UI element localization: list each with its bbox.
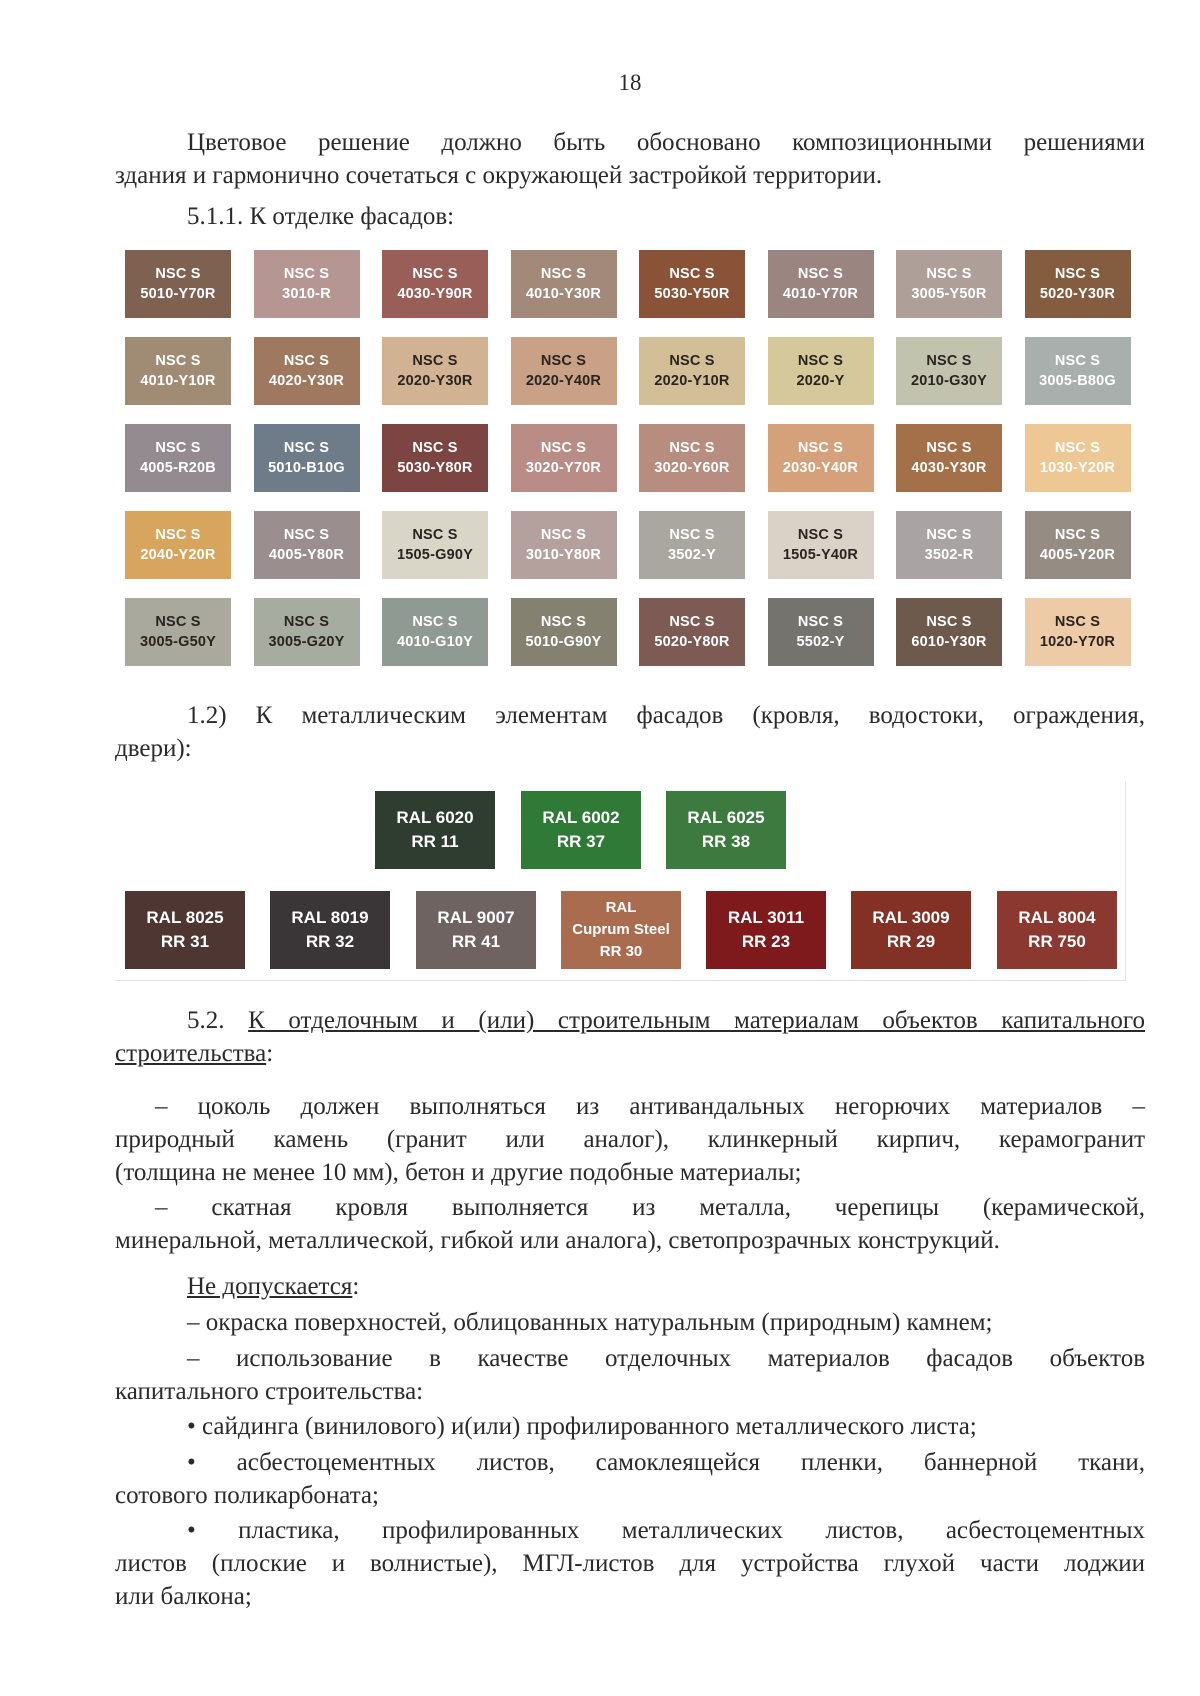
nsc-swatch <box>896 337 1002 405</box>
nsc-swatch-code: 5020-Y80R <box>654 634 730 650</box>
nsc-swatch-code: 4030-Y30R <box>911 460 987 476</box>
ral-swatch-label: RAL 8025 <box>146 908 224 927</box>
nsc-swatch-code: 3005-G20Y <box>268 634 345 650</box>
nsc-swatch-prefix: NSC S <box>669 614 715 630</box>
nsc-swatch-prefix: NSC S <box>412 353 458 369</box>
ral-swatch-label: RR 750 <box>1028 932 1086 951</box>
ral-swatch-label: RR 37 <box>556 832 606 851</box>
nsc-swatch-prefix: NSC S <box>926 266 972 282</box>
nsc-swatch-prefix: NSC S <box>926 614 972 630</box>
nsc-swatch-prefix: NSC S <box>1054 353 1101 369</box>
nsc-swatch <box>896 511 1002 579</box>
not-allowed-item-1: – окраска поверхностей, облицованных натуральным (природным) камнем; <box>187 1309 993 1336</box>
nsc-swatch-prefix: NSC S <box>797 614 844 630</box>
nsc-swatch <box>254 250 360 318</box>
plinth-line-3: (толщина не менее 10 мм), бетон и другие подобные материалы; <box>115 1159 802 1186</box>
nsc-swatch-prefix: NSC S <box>669 353 715 369</box>
nsc-swatch-code: 3005-G50Y <box>140 634 216 650</box>
roof-line-2: минеральной, металлической, гибкой или аналога), светопрозрачных конструкций. <box>115 1227 1000 1254</box>
nsc-swatch-prefix: NSC S <box>155 614 201 630</box>
plinth-line-2: природный камень (гранит или аналог), клинкерный кирпич, керамогранит <box>115 1126 1145 1153</box>
nsc-swatch <box>768 337 874 405</box>
nsc-swatch-prefix: NSC S <box>540 353 587 369</box>
nsc-swatch-prefix: NSC S <box>540 614 587 630</box>
ral-swatch <box>521 791 641 869</box>
materials-heading-underlined: К отделочным и (или) строительным материалам объектов капитального <box>248 1007 1145 1034</box>
nsc-swatch-code: 4010-Y30R <box>525 286 602 302</box>
nsc-swatch-code: 3005-B80G <box>1039 373 1116 389</box>
nsc-swatch-prefix: NSC S <box>412 440 458 456</box>
nsc-swatch-prefix: NSC S <box>540 527 587 543</box>
nsc-swatch-code: 5020-Y30R <box>1039 286 1116 302</box>
nsc-swatch-code: 2020-Y30R <box>397 373 473 389</box>
nsc-swatch-code: 3502-Y <box>668 547 716 563</box>
nsc-swatch <box>254 424 360 492</box>
ral-swatch-label: RR 38 <box>701 832 751 851</box>
nsc-swatch-code: 1020-Y70R <box>1039 634 1116 650</box>
ral-swatch-label: RR 11 <box>411 832 459 851</box>
bullet-3-line-3: или балкона; <box>115 1583 252 1610</box>
ral-swatch-label: RAL 8004 <box>1018 908 1096 927</box>
nsc-swatch-code: 3010-Y80R <box>525 547 602 563</box>
nsc-swatch <box>639 424 745 492</box>
nsc-swatch-code: 4010-G10Y <box>397 634 473 650</box>
nsc-swatch-code: 5030-Y50R <box>654 286 730 302</box>
nsc-swatch <box>125 337 231 405</box>
nsc-swatch <box>125 598 231 666</box>
nsc-swatch-prefix: NSC S <box>412 614 458 630</box>
nsc-swatch-code: 3020-Y60R <box>654 460 730 476</box>
plinth-line-1: – цоколь должен выполняться из антивандальных негорючих материалов – <box>155 1093 1145 1120</box>
nsc-swatch <box>254 511 360 579</box>
nsc-swatch <box>382 424 488 492</box>
nsc-swatch <box>511 250 617 318</box>
nsc-swatch-prefix: NSC S <box>155 527 201 543</box>
page-number: 18 <box>618 70 642 95</box>
nsc-swatch-code: 4020-Y30R <box>268 373 345 389</box>
nsc-swatch-prefix: NSC S <box>1054 440 1101 456</box>
nsc-swatch-prefix: NSC S <box>669 527 715 543</box>
bullet-1: • сайдинга (винилового) и(или) профилированного металлического листа; <box>187 1413 977 1440</box>
nsc-swatch-code: 4005-R20B <box>140 460 216 476</box>
ral-swatch-label: RAL 8019 <box>291 908 369 927</box>
nsc-swatch-code: 2040-Y20R <box>140 547 216 563</box>
nsc-swatch-prefix: NSC S <box>1054 614 1101 630</box>
nsc-swatch-prefix: NSC S <box>283 440 330 456</box>
not-allowed-item-2-line-2: капитального строительства: <box>115 1378 424 1405</box>
nsc-swatch <box>254 598 360 666</box>
ral-swatch-label: RAL 3009 <box>872 908 950 927</box>
nsc-swatch-code: 5030-Y80R <box>397 460 473 476</box>
nsc-swatch <box>896 598 1002 666</box>
nsc-swatch <box>125 250 231 318</box>
nsc-swatch-prefix: NSC S <box>155 266 201 282</box>
nsc-swatch <box>768 598 874 666</box>
materials-heading-suffix: : <box>266 1040 274 1067</box>
nsc-swatch-code: 1505-Y40R <box>782 547 859 563</box>
nsc-swatch-prefix: NSC S <box>926 353 972 369</box>
nsc-swatch-code: 4010-Y10R <box>140 373 216 389</box>
ral-swatch <box>125 891 245 969</box>
nsc-swatch-code: 2020-Y10R <box>654 373 730 389</box>
ral-swatch <box>666 791 786 869</box>
nsc-swatch-code: 4030-Y90R <box>397 286 473 302</box>
nsc-swatch <box>639 337 745 405</box>
nsc-swatch-prefix: NSC S <box>797 266 844 282</box>
nsc-swatch-prefix: NSC S <box>797 440 844 456</box>
nsc-swatch <box>896 250 1002 318</box>
bullet-2-line-2: сотового поликарбоната; <box>115 1482 379 1509</box>
ral-swatch-panel <box>115 782 1126 981</box>
intro-line-1: Цветовое решение должно быть обосновано композиционными решениями <box>187 129 1145 156</box>
nsc-swatch-prefix: NSC S <box>540 440 587 456</box>
nsc-swatch <box>382 337 488 405</box>
materials-heading-number: 5.2. <box>187 1007 249 1034</box>
ral-swatch-label: RAL 6020 <box>396 808 474 827</box>
nsc-swatch-code: 4010-Y70R <box>782 286 859 302</box>
nsc-swatch-prefix: NSC S <box>540 266 587 282</box>
nsc-swatch <box>639 250 745 318</box>
ral-swatch-label: RAL 9007 <box>437 908 515 927</box>
nsc-swatch-prefix: NSC S <box>155 440 201 456</box>
bullet-3-line-1: • пластика, профилированных металлических листов, асбестоцементных <box>187 1517 1145 1544</box>
nsc-swatch <box>639 511 745 579</box>
nsc-swatch <box>382 250 488 318</box>
nsc-swatch <box>1025 250 1131 318</box>
ral-swatch <box>561 891 681 969</box>
nsc-swatch-code: 1505-G90Y <box>397 547 473 563</box>
bullet-3-line-2: листов (плоские и волнистые), МГЛ-листов для устройства глухой части лоджии <box>115 1550 1145 1577</box>
not-allowed-heading-text: Не допускается <box>187 1273 353 1300</box>
ral-swatch-label: RAL <box>605 899 637 916</box>
nsc-swatch-prefix: NSC S <box>283 353 330 369</box>
nsc-swatch-code: 2030-Y40R <box>782 460 859 476</box>
nsc-swatch-code: 4005-Y20R <box>1039 547 1116 563</box>
ral-swatch-label: RAL 3011 <box>727 908 805 927</box>
nsc-swatch-prefix: NSC S <box>669 440 715 456</box>
ral-swatch-label: RR 30 <box>599 943 643 960</box>
not-allowed-item-2-line-1: – использование в качестве отделочных материалов фасадов объектов <box>187 1345 1145 1372</box>
not-allowed-heading <box>187 1270 1087 1303</box>
nsc-swatch-code: 3020-Y70R <box>525 460 602 476</box>
nsc-swatch <box>768 511 874 579</box>
nsc-swatch <box>768 424 874 492</box>
nsc-swatch <box>511 337 617 405</box>
nsc-swatch <box>1025 598 1131 666</box>
ral-swatch-label: RAL 6025 <box>687 808 765 827</box>
intro-line-2: здания и гармонично сочетаться с окружающей застройкой территории. <box>115 162 883 189</box>
nsc-swatch-prefix: NSC S <box>926 440 972 456</box>
nsc-swatch-code: 6010-Y30R <box>911 634 987 650</box>
nsc-swatch <box>1025 337 1131 405</box>
nsc-swatch-code: 5010-B10G <box>268 460 345 476</box>
nsc-swatch <box>639 598 745 666</box>
nsc-swatch-code: 1030-Y20R <box>1039 460 1116 476</box>
nsc-swatch-code: 3502-R <box>924 547 974 563</box>
metal-heading-line-2: двери): <box>115 735 192 762</box>
nsc-swatch-prefix: NSC S <box>669 266 715 282</box>
nsc-swatch <box>254 337 360 405</box>
nsc-swatch-prefix: NSC S <box>283 527 330 543</box>
nsc-swatch <box>511 511 617 579</box>
materials-heading-line-2 <box>115 1037 1145 1070</box>
nsc-swatch <box>125 424 231 492</box>
nsc-swatch-prefix: NSC S <box>1054 266 1101 282</box>
nsc-swatch <box>1025 511 1131 579</box>
nsc-swatch-code: 4005-Y80R <box>268 547 345 563</box>
nsc-swatch-prefix: NSC S <box>926 527 972 543</box>
nsc-swatch-code: 5010-G90Y <box>525 634 602 650</box>
nsc-swatch <box>768 250 874 318</box>
ral-swatch <box>706 891 826 969</box>
roof-line-1: – скатная кровля выполняется из металла, черепицы (керамической, <box>155 1194 1145 1221</box>
nsc-swatch <box>382 598 488 666</box>
nsc-swatch-prefix: NSC S <box>283 266 330 282</box>
metal-heading-line-1: 1.2) К металлическим элементам фасадов (кровля, водостоки, ограждения, <box>187 702 1145 729</box>
ral-swatch-label: RR 29 <box>886 932 936 951</box>
ral-swatch-label: Cuprum Steel <box>572 921 670 938</box>
nsc-swatch <box>1025 424 1131 492</box>
ral-swatch-label: RAL 6002 <box>542 808 620 827</box>
bullet-2-line-1: • асбестоцементных листов, самоклеящейся пленки, баннерной ткани, <box>187 1449 1145 1476</box>
ral-swatch <box>416 891 536 969</box>
nsc-swatch-prefix: NSC S <box>797 527 844 543</box>
nsc-swatch-prefix: NSC S <box>1054 527 1101 543</box>
ral-swatch <box>375 791 495 869</box>
nsc-swatch <box>511 424 617 492</box>
nsc-swatch-prefix: NSC S <box>412 266 458 282</box>
materials-heading-underlined-2: строительства <box>115 1040 267 1067</box>
ral-swatch <box>997 891 1117 969</box>
ral-swatch-label: RR 41 <box>451 932 501 951</box>
ral-swatch <box>851 891 971 969</box>
not-allowed-heading-suffix: : <box>352 1273 360 1300</box>
nsc-swatch-grid <box>125 250 1135 666</box>
nsc-swatch-code: 2020-Y40R <box>525 373 602 389</box>
nsc-swatch <box>896 424 1002 492</box>
nsc-swatch <box>125 511 231 579</box>
nsc-swatch-prefix: NSC S <box>412 527 458 543</box>
ral-swatch-label: RR 23 <box>741 932 791 951</box>
ral-swatch <box>270 891 390 969</box>
nsc-swatch-code: 3010-R <box>282 286 331 302</box>
nsc-swatch-prefix: NSC S <box>283 614 330 630</box>
materials-heading-line-1 <box>115 1004 1145 1037</box>
facade-heading: 5.1.1. К отделке фасадов: <box>187 203 455 230</box>
nsc-swatch-code: 5010-Y70R <box>140 286 216 302</box>
nsc-swatch-code: 5502-Y <box>796 634 845 650</box>
nsc-swatch <box>511 598 617 666</box>
nsc-swatch-code: 2010-G30Y <box>911 373 987 389</box>
nsc-swatch <box>382 511 488 579</box>
nsc-swatch-code: 2020-Y <box>796 373 845 389</box>
nsc-swatch-prefix: NSC S <box>155 353 201 369</box>
nsc-swatch-prefix: NSC S <box>797 353 844 369</box>
nsc-swatch-code: 3005-Y50R <box>911 286 987 302</box>
ral-swatch-label: RR 32 <box>305 932 355 951</box>
ral-swatch-label: RR 31 <box>160 932 210 951</box>
